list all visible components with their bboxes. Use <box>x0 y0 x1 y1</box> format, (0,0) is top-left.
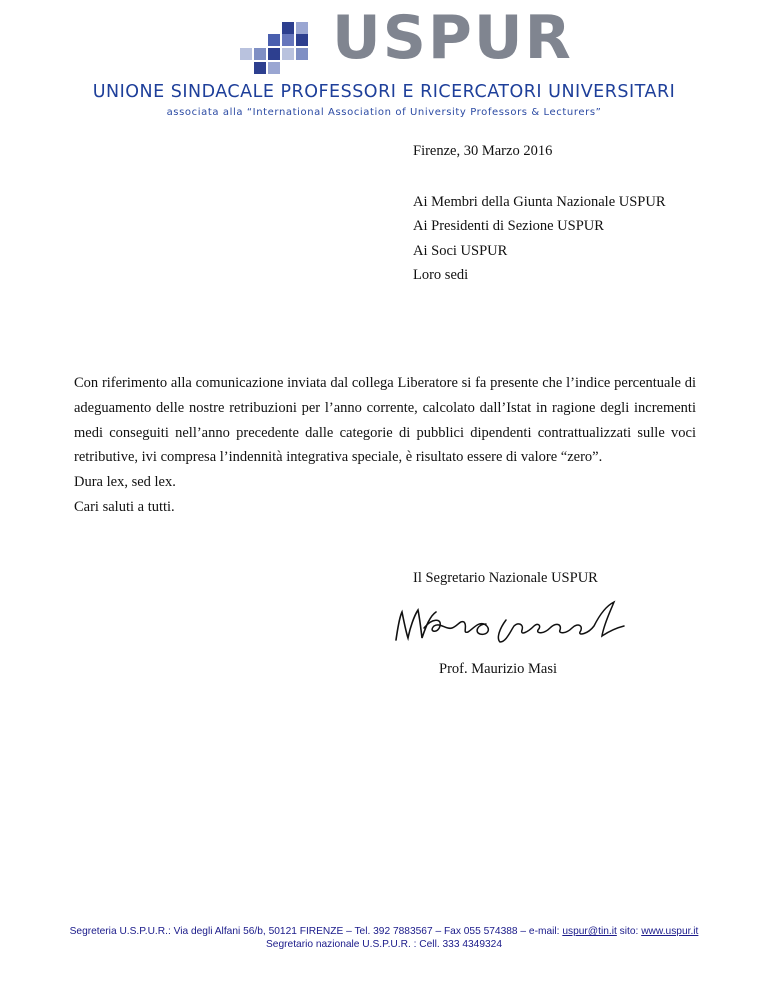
recipient-line: Ai Membri della Giunta Nazionale USPUR <box>413 194 666 210</box>
letter-date: Firenze, 30 Marzo 2016 <box>413 143 553 159</box>
recipient-line: Ai Soci USPUR <box>413 242 508 259</box>
footer-address: Segreteria U.S.P.U.R.: Via degli Alfani 56/b, 50121 FIRENZE – Tel. 392 7883567 – Fax 055 574388 – e-mail: <box>69 926 563 937</box>
handwritten-signature-icon <box>388 598 648 654</box>
letter-body <box>74 371 696 520</box>
footer <box>0 925 768 951</box>
footer-site-label: sito: <box>616 926 642 937</box>
email-link[interactable]: uspur@tin.it <box>562 926 617 937</box>
footer-line-2: Segretario nazionale U.S.P.U.R. : Cell. 333 4349324 <box>266 939 502 950</box>
organization-subtitle: associata alla “International Association of University Professors & Lecturers” <box>166 107 602 118</box>
uspur-logo-icon <box>240 22 324 74</box>
closing-greeting: Cari saluti a tutti. <box>74 498 175 515</box>
recipient-line: Loro sedi <box>413 266 469 283</box>
logo-wordmark: USPUR <box>332 3 573 73</box>
website-link[interactable]: www.uspur.it <box>641 926 699 937</box>
closing-line: Dura lex, sed lex. <box>74 474 176 491</box>
footer-line-1 <box>0 925 768 938</box>
recipient-list <box>413 190 666 287</box>
signer-name: Prof. Maurizio Masi <box>439 661 557 677</box>
signer-role: Il Segretario Nazionale USPUR <box>413 570 598 586</box>
organization-name: UNIONE SINDACALE PROFESSORI E RICERCATORI UNIVERSITARI <box>92 82 676 102</box>
recipient-line: Ai Presidenti di Sezione USPUR <box>413 218 604 235</box>
body-paragraph: Con riferimento alla comunicazione inviata dal collega Liberatore si fa presente che l’indice percentuale di adeguamento delle nostre retribuzioni per l’anno corrente, calcolato dall’Istat in ragione degli incrementi medi conseguiti nell’anno precedente dalle categorie di pubblici dipendenti contrattualizzati sulle voci retributive, ivi compresa l’indennità integrativa speciale, è risultato essere di valore “zero”. <box>74 375 696 466</box>
